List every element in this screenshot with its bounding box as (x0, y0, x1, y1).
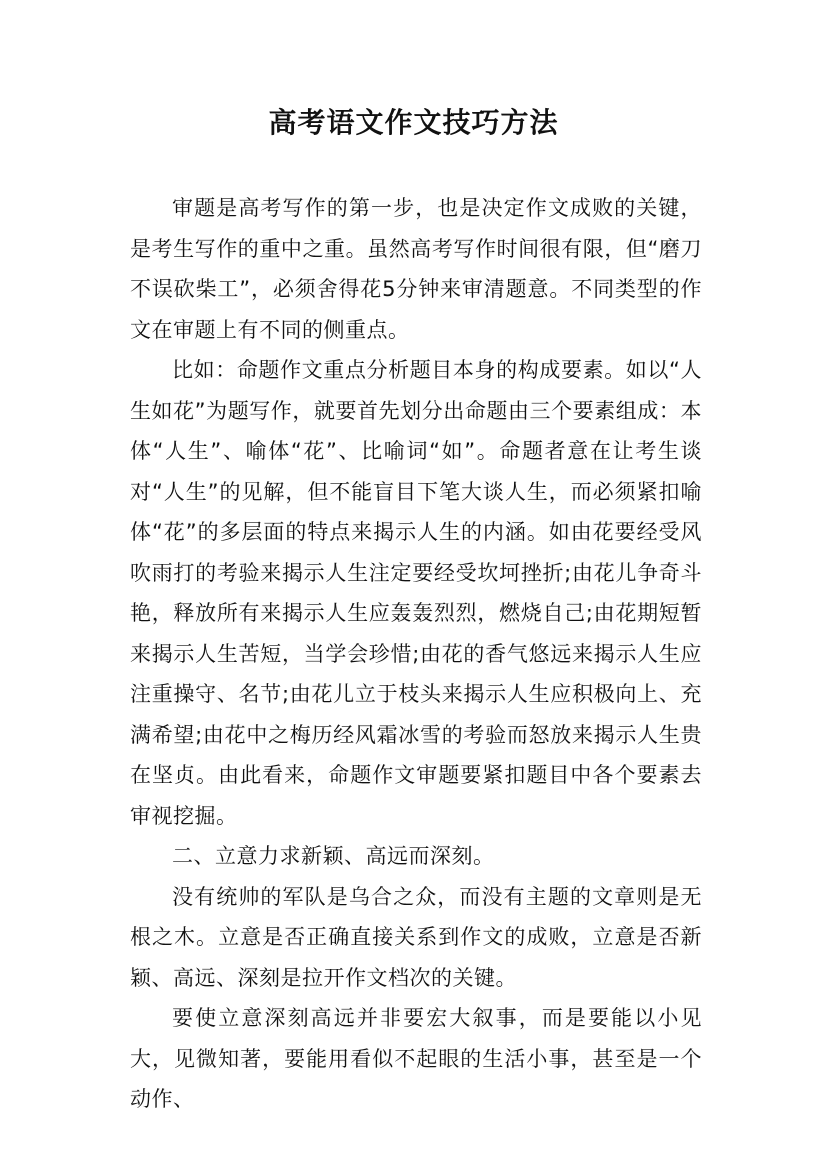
section-heading: 二、立意力求新颖、高远而深刻。 (172, 844, 495, 868)
document-title: 高考语文作文技巧方法 (268, 106, 559, 139)
paragraph: 要使立意深刻高远并非要宏大叙事，而是要能以小见大，见微知著，要能用看似不起眼的生活小事，甚至是一个动作、 (130, 1006, 702, 1111)
paragraph: 没有统帅的军队是乌合之众，而没有主题的文章则是无根之木。立意是否正确直接关系到作文的成败，立意是否新颖、高远、深刻是拉开作文档次的关键。 (130, 884, 702, 990)
paragraph: 审题是高考写作的第一步，也是决定作文成败的关键，是考生写作的重中之重。虽然高考写作时间很有限，但“磨刀不误砍柴工”，必须舍得花5分钟来审清题意。不同类型的作文在审题上有不同的侧重点。 (130, 196, 702, 342)
document-body (130, 188, 702, 1120)
paragraph: 比如：命题作文重点分析题目本身的构成要素。如以“人生如花”为题写作，就要首先划分出命题由三个要素组成：本体“人生”、喻体“花”、比喻词“如”。命题者意在让考生谈对“人生”的见解，但不能盲目下笔大谈人生，而必须紧扣喻体“花”的多层面的特点来揭示人生的内涵。如由花要经受风吹雨打的考验来揭示人生注定要经受坎坷挫折;由花儿争奇斗艳，释放所有来揭示人生应轰轰烈烈，燃烧自己;由花期短暂来揭示人生苦短，当学会珍惜;由花的香气悠远来揭示人生应注重操守、名节;由花儿立于枝头来揭示人生应积极向上、充满希望;由花中之梅历经风霜冰雪的考验而怒放来揭示人生贵在坚贞。由此看来，命题作文审题要紧扣题目中各个要素去审视挖掘。 (130, 358, 702, 828)
